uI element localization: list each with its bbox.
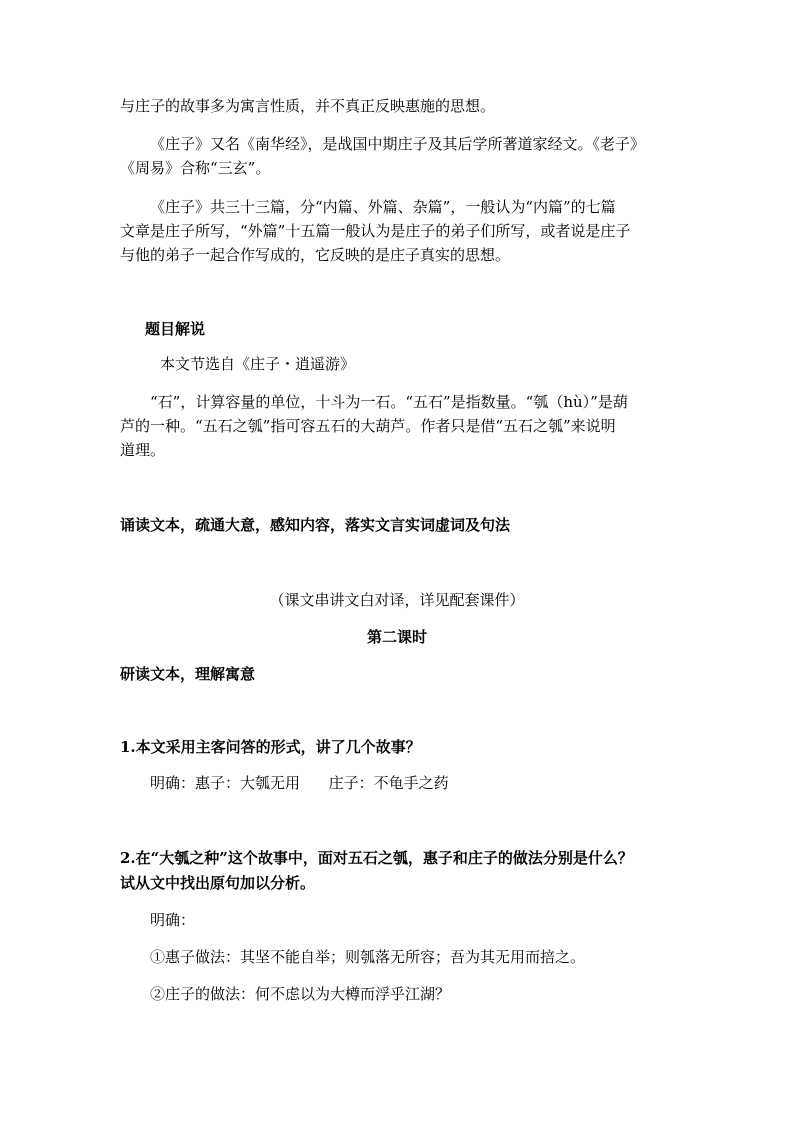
section-heading-title-explain: 题目解说: [145, 320, 206, 338]
intro-paragraph-1: 与庄子的故事多为寓言性质，并不真正反映惠施的思想。: [120, 97, 496, 115]
answer-2-item-1: ①惠子做法：其坚不能自举；则瓠落无所容；吾为其无用而掊之。: [150, 948, 586, 966]
title-explain-line-2: 芦的一种。“五石之瓠”指可容五石的大葫芦。作者只是借“五石之瓠”来说明: [120, 417, 616, 435]
intro-paragraph-3-line-2: 文章是庄子所写，“外篇”十五篇一般认为是庄子的弟子们所写，或者说是庄子: [120, 222, 631, 240]
question-1: 1.本文采用主客问答的形式，讲了几个故事？: [120, 738, 421, 756]
answer-2-label: 明确：: [150, 911, 196, 929]
section-heading-study: 研读文本，理解寓意: [120, 665, 256, 683]
intro-paragraph-2-line-1: 《庄子》又名《南华经》，是战国中期庄子及其后学所著道家经文。《老子》: [150, 135, 646, 153]
intro-paragraph-3-line-1: 《庄子》共三十三篇，分“内篇、外篇、杂篇”，一般认为“内篇”的七篇: [150, 198, 616, 216]
courseware-note: （课文串讲文白对译，详见配套课件）: [269, 591, 525, 609]
lesson-2-title: 第二课时: [366, 628, 427, 646]
answer-2-item-2: ②庄子的做法：何不虑以为大樽而浮乎江湖？: [150, 985, 451, 1003]
section-heading-reading: 诵读文本，疏通大意，感知内容，落实文言实词虚词及句法: [120, 516, 511, 534]
title-explain-line-3: 道理。: [120, 441, 166, 459]
question-2-line-1: 2.在“大瓠之种”这个故事中，面对五石之瓠，惠子和庄子的做法分别是什么？: [120, 849, 633, 867]
title-explain-line-1: “石”，计算容量的单位，十斗为一石。“五石”是指数量。“瓠（hù）”是葫: [150, 393, 628, 411]
intro-paragraph-3-line-3: 与他的弟子一起合作写成的，它反映的是庄子真实的思想。: [120, 246, 511, 264]
intro-paragraph-2-line-2: 《周易》合称“三玄”。: [120, 159, 271, 177]
question-2-line-2: 试从文中找出原句加以分析。: [120, 874, 316, 892]
answer-1: 明确：惠子：大瓠无用 庄子：不龟手之药: [150, 774, 449, 792]
title-source-line: 本文节选自《庄子・逍遥游》: [160, 355, 356, 373]
